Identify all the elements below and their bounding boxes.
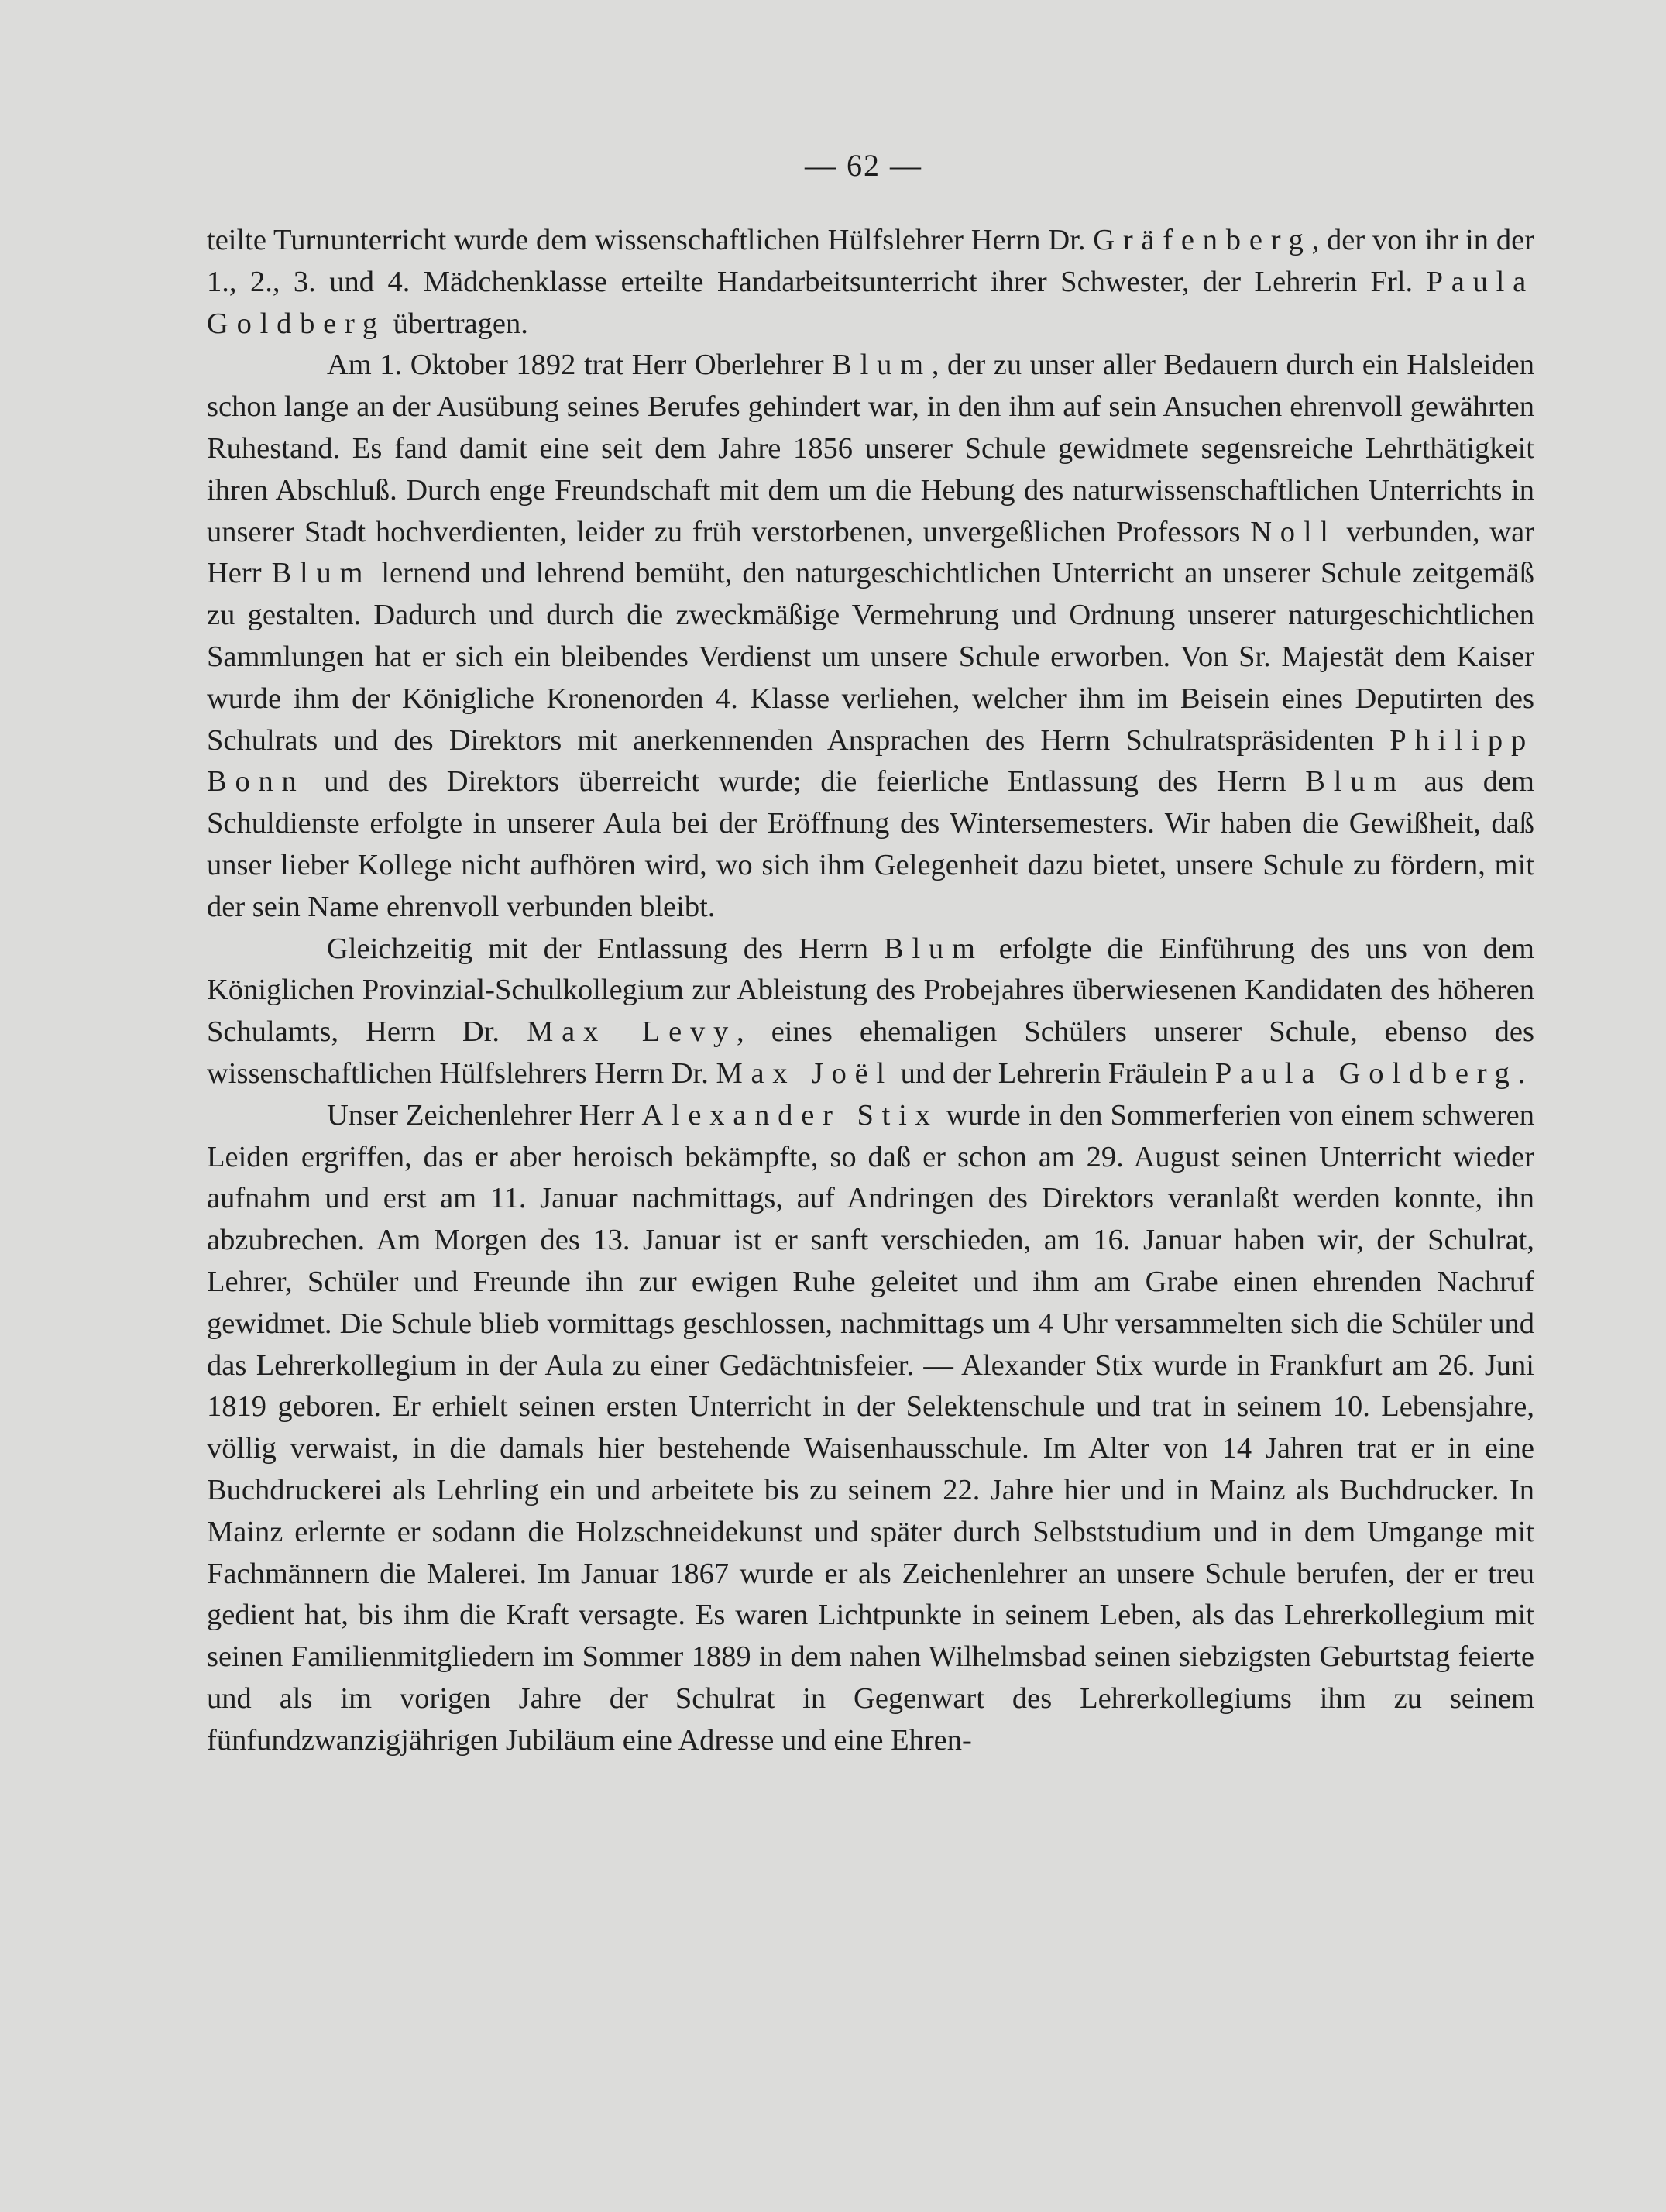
text-run: erfolgte die Einführung des uns von dem Königlichen Provinzial-Schulkollegium zur Ableistung des Probejahres überwiesenen Kandidaten des höheren Schulamts, Herrn Dr. [207,932,1534,1049]
text-run: Unser Zeichenlehrer Herr [327,1098,642,1132]
text-run: , der zu unser aller Bedauern durch ein Halsleiden schon lange an der Ausübung seines Berufes gehindert war, in den ihm auf sein Ansuchen ehrenvoll gewährten Ruhestand. Es fand damit eine seit dem Jahre 1856 unserer Schule gewidmete segensreiche Lehrthätigkeit ihren Abschluß. Durch enge Freundschaft mit dem um die Hebung des naturwissenschaftlichen Unterrichts in unserer Stadt hochverdienten, leider zu früh verstorbenen, unvergeßlichen Professors [207,349,1534,548]
text-run: , der von ihr in der 1., 2., 3. und 4. Mädchenklasse erteilte Handarbeitsunterricht ihrer Schwester, der Lehrerin Frl. [207,224,1534,298]
text-run: Gleichzeitig mit der Entlassung des Herrn [327,932,884,965]
spaced-name: Blum [884,932,984,965]
text-run: und des Direktors überreicht wurde; die feierliche Entlassung des Herrn [304,765,1306,799]
spaced-name: Max Joël [716,1056,893,1090]
text-run: Am 1. Oktober 1892 trat Herr Oberlehrer [327,349,833,382]
spaced-name: Noll [1250,515,1337,548]
spaced-name: Gräfenberg [1093,224,1312,256]
spaced-name: Alexander Stix [641,1098,939,1132]
spaced-name: Max Levy [527,1015,737,1049]
text-run: übertragen. [385,307,528,340]
text-run: und der Lehrerin Fräulein [892,1056,1215,1090]
spaced-name: Paula Goldberg [1214,1056,1518,1090]
spaced-name: Blum [832,349,932,382]
paragraph [207,929,1534,1095]
body-text [207,220,1534,1761]
page-number: — 62 — [805,148,922,183]
paragraph [207,220,1534,345]
text-run: teilte Turnunterricht wurde dem wissenschaftlichen Hülfslehrer Herrn Dr. [207,224,1094,256]
spaced-name: Blum [1305,765,1405,799]
spaced-name: Paula Goldberg [207,265,1534,340]
spaced-name: Blum [271,557,372,590]
text-run: lernend und lehrend bemüht, den naturgeschichtlichen Unterricht an unserer Schule zeitgemäß zu gestalten. Dadurch und durch die zweckmäßige Vermehrung und Ordnung unserer naturgeschichtlichen Sammlungen hat er sich ein bleibendes Verdienst um unsere Schule erworben. Von Sr. Majestät dem Kaiser wurde ihm der Königliche Kronenorden 4. Klasse verliehen, welcher ihm im Beisein eines Deputirten des Schulrats und des Direktors mit anerkennenden Ansprachen des Herrn Schulratspräsidenten [207,557,1534,757]
text-run: verbunden, war Herr [207,515,1534,590]
paragraph [207,345,1534,928]
text-run: , eines ehemaligen Schülers unserer Schule, ebenso des wissenschaftlichen Hülfslehrers Herrn Dr. [207,1015,1535,1090]
text-run: wurde in den Sommerferien von einem schweren Leiden ergriffen, das er aber heroisch bekämpfte, so daß er schon am 29. August seinen Unterricht wieder aufnahm und erst am 11. Januar nachmittags, auf Andringen des Direktors veranlaßt werden konnte, ihn abzubrechen. Am Morgen des 13. Januar ist er sanft verschieden, am 16. Januar haben wir, der Schulrat, Lehrer, Schüler und Freunde ihn zur ewigen Ruhe geleitet und ihm am Grabe einen ehrenden Nachruf gewidmet. Die Schule blieb vormittags geschlossen, nachmittags um 4 Uhr versammelten sich die Schüler und das Lehrerkollegium in der Aula zu einer Gedächtnisfeier. — Alexander Stix wurde in Frankfurt am 26. Juni 1819 geboren. Er erhielt seinen ersten Unterricht in der Selektenschule und trat in seinem 10. Lebensjahre, völlig verwaist, in die damals hier bestehende Waisenhausschule. Im Alter von 14 Jahren trat er in eine Buchdruckerei als Lehrling ein und arbeitete bis zu seinem 22. Jahre hier und in Mainz als Buchdrucker. In Mainz erlernte er sodann die Holzschneidekunst und später durch Selbststudium und in dem Umgange mit Fachmännern die Malerei. Im Januar 1867 wurde er als Zeichenlehrer an unsere Schule berufen, der er treu gedient hat, bis ihm die Kraft versagte. Es waren Lichtpunkte in seinem Leben, als das Lehrerkollegium mit seinen Familienmitgliedern im Sommer 1889 in dem nahen Wilhelmsbad seinen siebzigsten Geburtstag feierte und als im vorigen Jahre der Schulrat in Gegenwart des Lehrerkollegiums ihm zu seinem fünfundzwanzigjährigen Jubiläum eine Adresse und eine Ehren- [207,1098,1535,1757]
text-run: aus dem Schuldienste erfolgte in unserer Aula bei der Eröffnung des Wintersemesters. Wir haben die Gewißheit, daß unser lieber Kollege nicht aufhören wird, wo sich ihm Gelegenheit dazu bietet, unsere Schule zu fördern, mit der sein Name ehrenvoll verbunden bleibt. [207,765,1534,923]
paragraph [207,1095,1534,1762]
spaced-name: Philipp Bonn [207,723,1534,799]
text-run: . [1517,1056,1526,1090]
